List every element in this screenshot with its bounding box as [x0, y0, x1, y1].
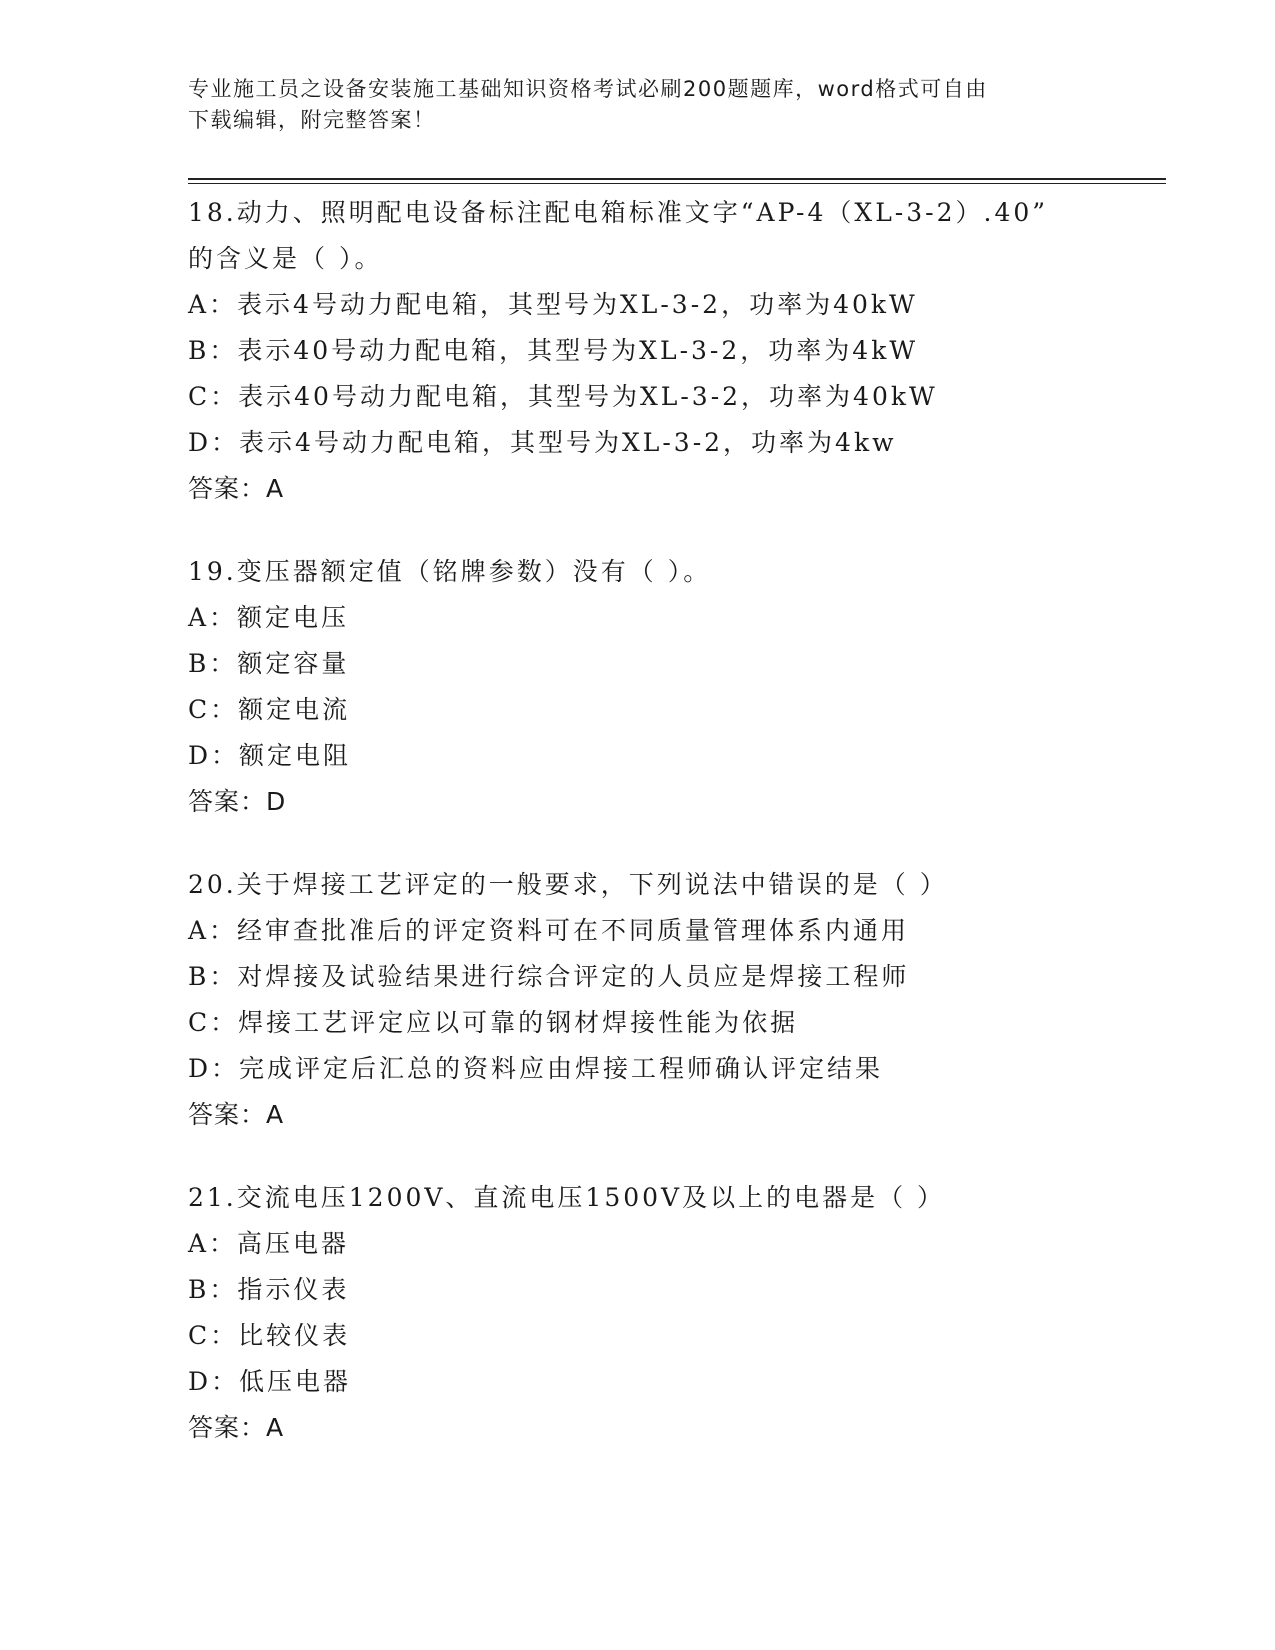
- answer: 答案：A: [188, 474, 285, 503]
- question-list: [188, 190, 1068, 1488]
- question-stem-continued: 的含义是（ ）。: [188, 244, 383, 273]
- question-21: [188, 1175, 1068, 1451]
- option-b: B：额定容量: [188, 649, 350, 678]
- option-a: A：额定电压: [188, 603, 350, 632]
- answer: 答案：A: [188, 1100, 285, 1129]
- header-line-1: 专业施工员之设备安装施工基础知识资格考试必刷200题题库，word格式可自由: [188, 77, 988, 101]
- option-b: B：指示仪表: [188, 1275, 350, 1304]
- option-b: B：表示40号动力配电箱，其型号为XL-3-2，功率为4kW: [188, 336, 919, 365]
- question-stem: 19.变压器额定值（铭牌参数）没有（ ）。: [188, 557, 712, 586]
- header-line-2: 下载编辑，附完整答案！: [188, 108, 436, 132]
- option-d: D：低压电器: [188, 1367, 352, 1396]
- header-divider-thick: [188, 178, 1166, 180]
- header-divider-thin: [188, 183, 1166, 184]
- option-c: C：焊接工艺评定应以可靠的钢材焊接性能为依据: [188, 1008, 799, 1037]
- option-a: A：经审查批准后的评定资料可在不同质量管理体系内通用: [188, 916, 910, 945]
- option-d: D：表示4号动力配电箱，其型号为XL-3-2，功率为4kw: [188, 428, 897, 457]
- question-stem: 20.关于焊接工艺评定的一般要求，下列说法中错误的是（ ）: [188, 870, 948, 899]
- option-b: B：对焊接及试验结果进行综合评定的人员应是焊接工程师: [188, 962, 910, 991]
- option-c: C：表示40号动力配电箱，其型号为XL-3-2，功率为40kW: [188, 382, 938, 411]
- option-a: A：表示4号动力配电箱，其型号为XL-3-2，功率为40kW: [188, 290, 918, 319]
- option-a: A：高压电器: [188, 1229, 350, 1258]
- option-d: D：额定电阻: [188, 741, 352, 770]
- answer: 答案：D: [188, 787, 287, 816]
- question-stem: 21.交流电压1200V、直流电压1500V及以上的电器是（ ）: [188, 1183, 946, 1212]
- answer: 答案：A: [188, 1413, 285, 1442]
- question-18: [188, 190, 1068, 512]
- option-d: D：完成评定后汇总的资料应由焊接工程师确认评定结果: [188, 1054, 884, 1083]
- question-20: [188, 862, 1068, 1138]
- option-c: C：额定电流: [188, 695, 351, 724]
- document-header: [188, 74, 1088, 136]
- option-c: C：比较仪表: [188, 1321, 351, 1350]
- question-stem: 18.动力、照明配电设备标注配电箱标准文字“AP-4（XL-3-2）.40”: [188, 198, 1049, 227]
- question-19: [188, 549, 1068, 825]
